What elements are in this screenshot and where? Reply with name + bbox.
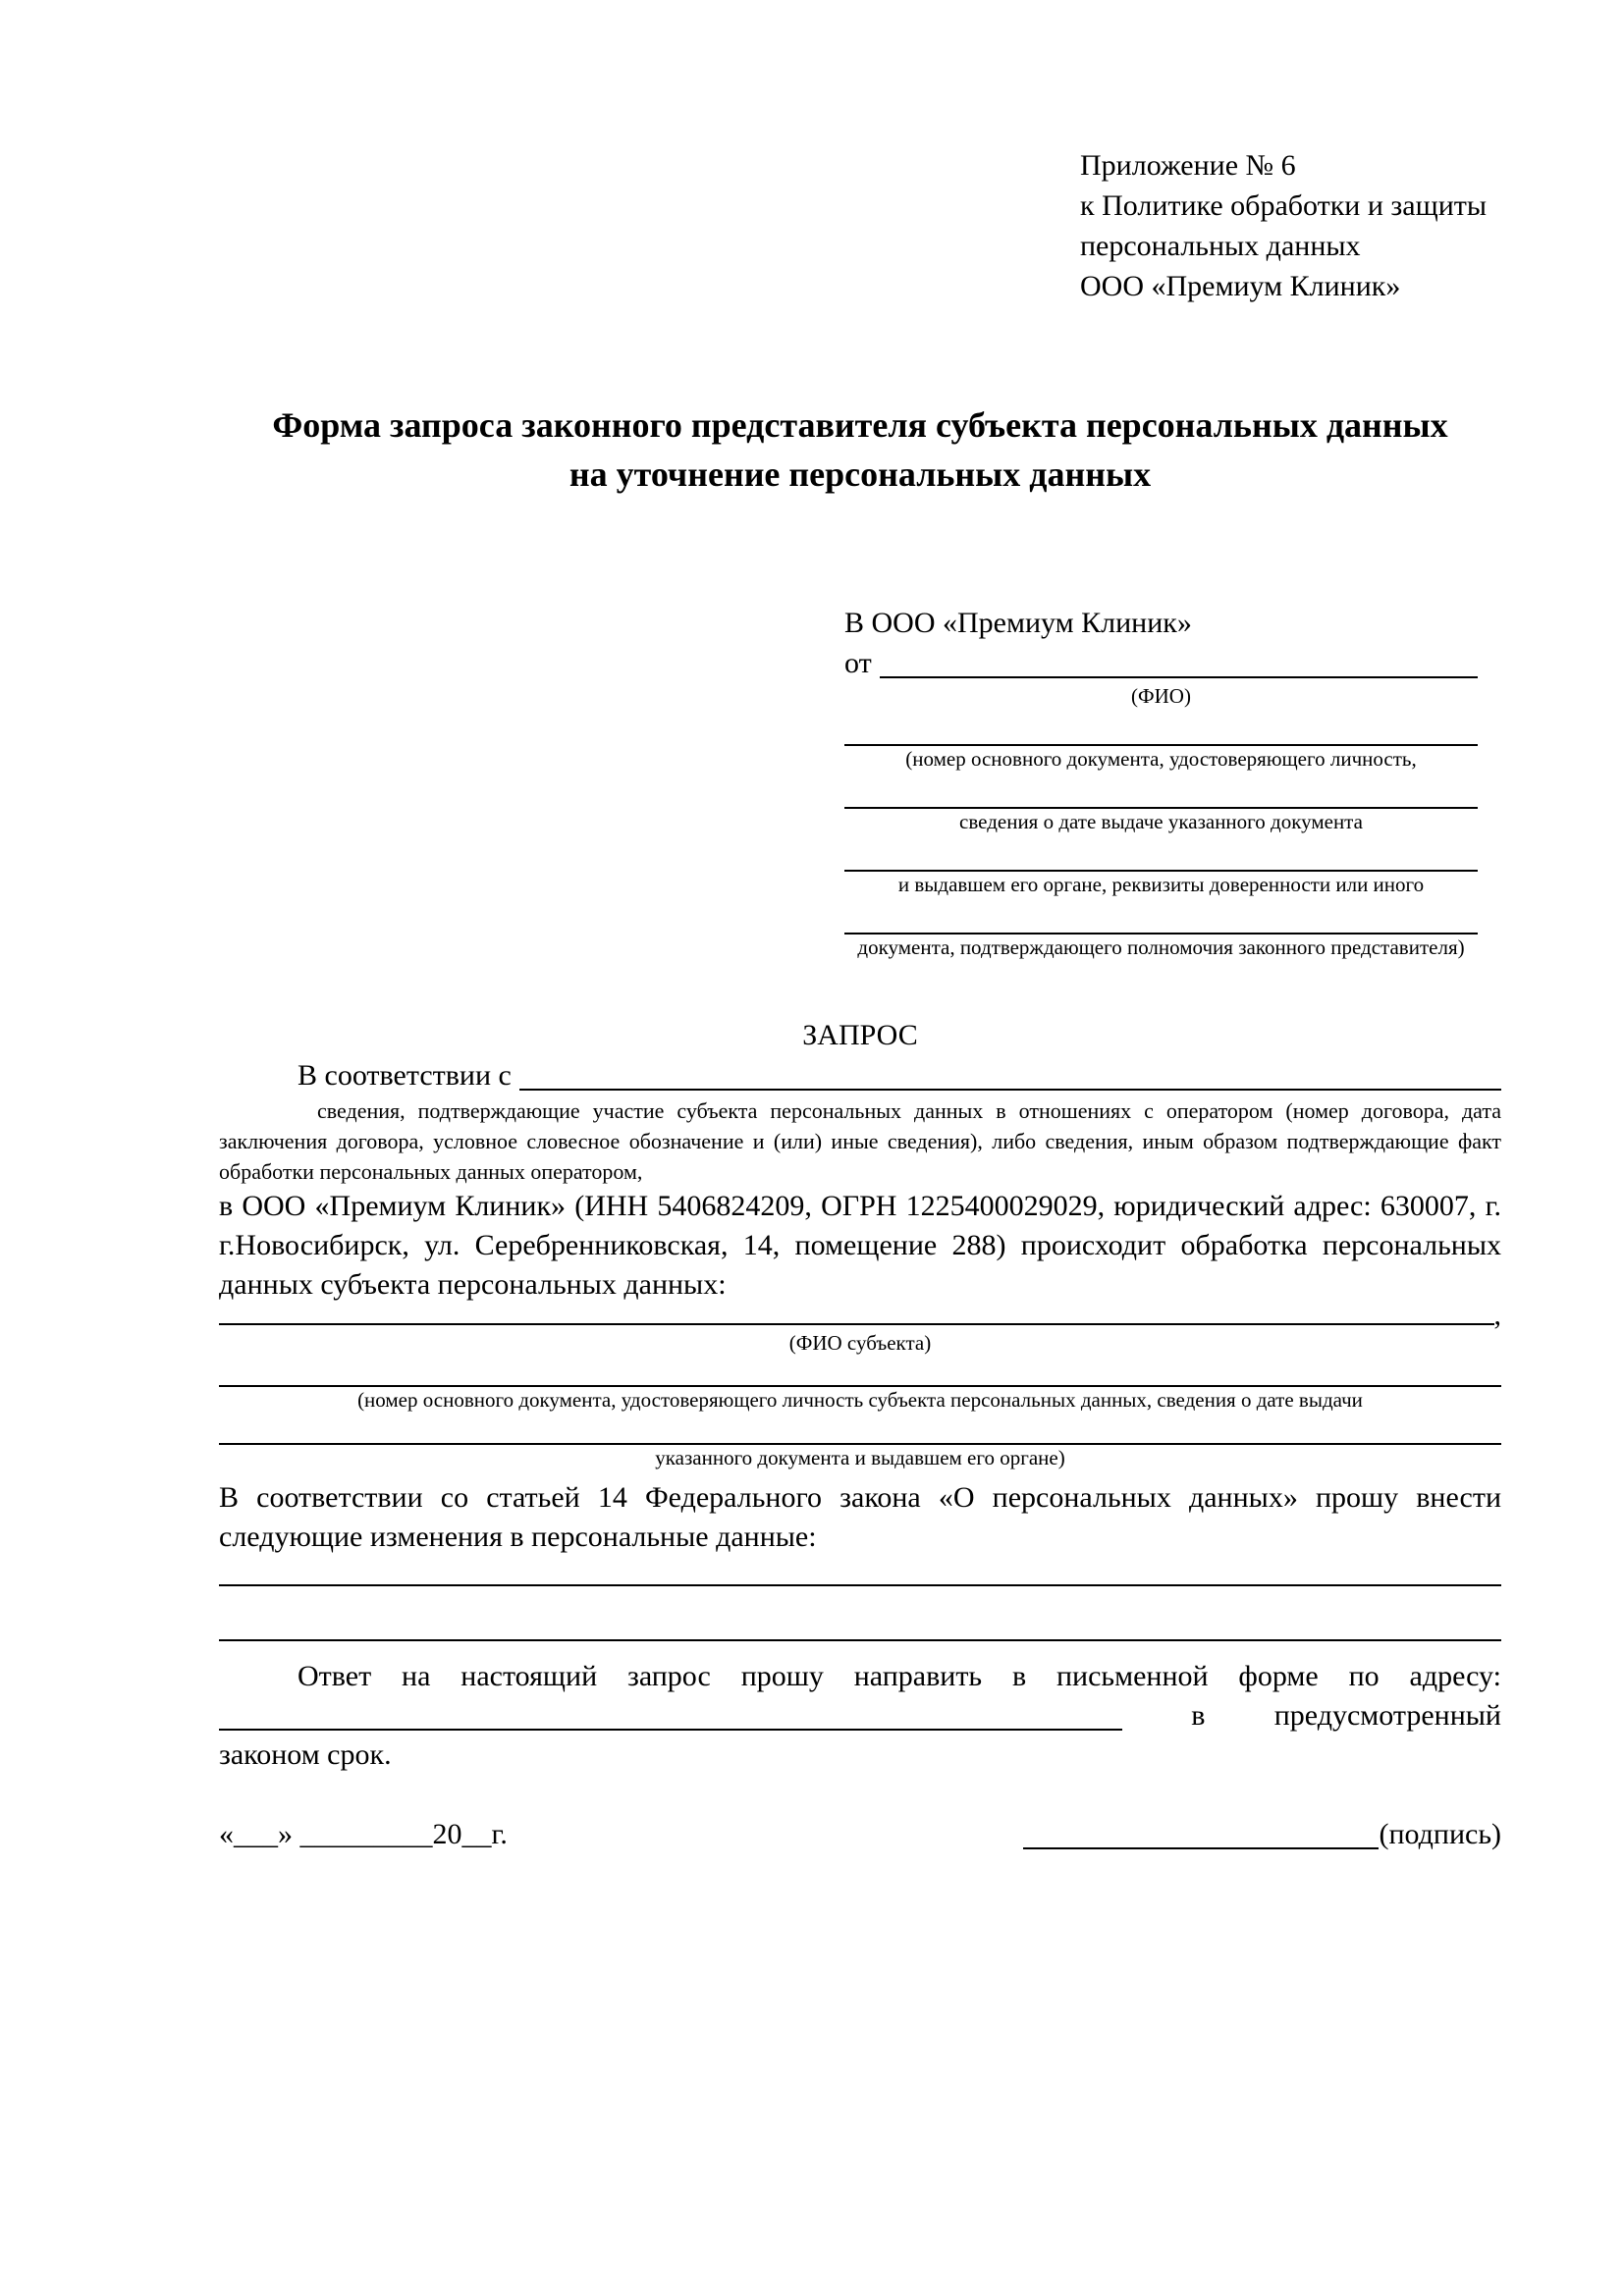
signature-blank-line (1023, 1847, 1379, 1849)
answer-paragraph-line1: Ответ на настоящий запрос прошу направить в письменной форме по адресу: (298, 1660, 1501, 1692)
date-field: «___» _________20__г. (219, 1818, 508, 1850)
caption-issue-date: сведения о дате выдаче указанного документа (959, 810, 1363, 833)
caption-document-number: (номер основного документа, удостоверяющего личность, (905, 747, 1417, 771)
signature-caption: (подпись) (1379, 1818, 1501, 1850)
caption-subject-document: (номер основного документа, удостоверяющего личность субъекта персональных данных, сведения о дате выдачи (357, 1388, 1363, 1412)
addressee-block (844, 603, 1478, 960)
addressee-to: В ООО «Премиум Клиник» (844, 607, 1192, 639)
subject-fio-trailing-comma: , (1493, 1299, 1501, 1331)
blank-line-document-number (844, 709, 1478, 746)
appendix-line-4: ООО «Премиум Клиник» (1080, 270, 1401, 302)
subject-fio-blank-line (219, 1323, 1494, 1325)
from-label: от (844, 647, 872, 679)
blank-line-changes-1 (219, 1584, 1501, 1586)
document-title (219, 400, 1501, 499)
answer-mid-word: в (1191, 1699, 1206, 1732)
caption-fio: (ФИО) (1131, 684, 1191, 708)
operator-paragraph: в ООО «Премиум Клиник» (ИНН 5406824209, ОГРН 1225400029029, юридический адрес: 630007, г. г.Новосибирск, ул. Серебренниковская, 14, помещение 288) происходит обработка персональных данных субъекта персональных данных: (219, 1190, 1501, 1301)
caption-proxy-document: документа, подтверждающего полномочия законного представителя) (857, 935, 1465, 959)
request-heading: ЗАПРОС (802, 1019, 918, 1051)
signature-row (219, 1814, 1501, 1854)
caption-issuing-authority: и выдавшем его органе, реквизиты доверенности или иного (897, 873, 1425, 896)
accordance-lead: В соответствии с (298, 1059, 512, 1092)
accordance-blank-line (519, 1089, 1501, 1091)
accordance-field-row (219, 1055, 1501, 1095)
from-blank-line (880, 676, 1478, 678)
answer-paragraph-line3: законом срок. (219, 1738, 392, 1771)
appendix-line-2: к Политике обработки и защиты (1080, 189, 1488, 222)
subject-fio-field-row (219, 1299, 1501, 1331)
article-paragraph: В соответствии со статьей 14 Федерального закона «О персональных данных» прошу внести следующие изменения в персональные данные: (219, 1481, 1501, 1553)
answer-address-blank-line (219, 1729, 1122, 1731)
answer-right-word: предусмотренный (1273, 1699, 1501, 1732)
caption-subject-fio: (ФИО субъекта) (788, 1331, 932, 1355)
accordance-footnote: сведения, подтверждающие участие субъекта персональных данных в отношениях с оператором (номер договора, дата заключения договора, условное словесное обозначение и (или) иные сведения), либо сведения, иным образом подтверждающие факт обработки персональных данных оператором, (219, 1098, 1501, 1184)
blank-line-issuing-authority (844, 834, 1478, 872)
blank-line-issue-date (844, 772, 1478, 809)
blank-line-changes-2 (219, 1639, 1501, 1641)
title-line-2: на уточнение персональных данных (568, 454, 1152, 494)
blank-line-subject-document (219, 1356, 1501, 1387)
answer-address-field-row (219, 1696, 1501, 1735)
blank-line-proxy-document (844, 897, 1478, 934)
appendix-line-3: персональных данных (1080, 230, 1361, 262)
signature-field (1023, 1814, 1501, 1854)
title-line-1: Форма запроса законного представителя субъекта персональных данных (272, 405, 1448, 445)
caption-subject-authority: указанного документа и выдавшем его органе) (655, 1446, 1065, 1469)
appendix-line-1: Приложение № 6 (1080, 149, 1296, 182)
document-content (219, 0, 1501, 1854)
blank-line-subject-authority (219, 1413, 1501, 1445)
from-field-row (844, 643, 1478, 683)
appendix-block (1080, 145, 1501, 306)
